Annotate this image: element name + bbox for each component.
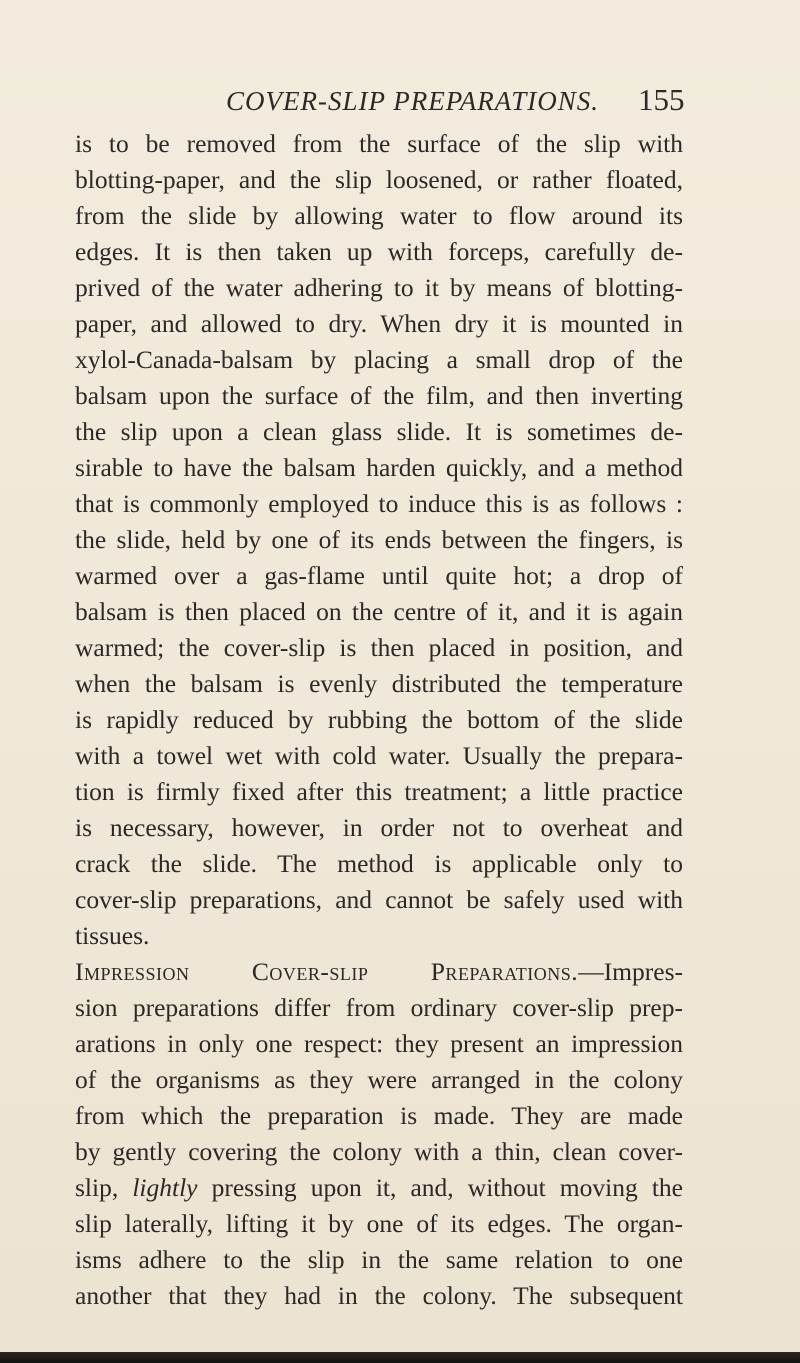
text-line: from which the preparation is made. They are made bbox=[75, 1101, 683, 1130]
text-line: with a towel wet with cold water. Usually the prepara- bbox=[75, 741, 683, 770]
section-heading: Impression Cover-slip Preparations. bbox=[75, 957, 579, 986]
paragraph-impression-preparations bbox=[75, 954, 683, 1314]
text-line bbox=[75, 954, 683, 990]
text-line: tion is firmly fixed after this treatment; a little practice bbox=[75, 777, 683, 806]
text-line: sion preparations differ from ordinary cover-slip prep- bbox=[75, 993, 683, 1022]
page-number: 155 bbox=[638, 82, 685, 117]
text-line: balsam is then placed on the centre of it, and it is again bbox=[75, 597, 683, 626]
body-text bbox=[75, 126, 683, 1314]
text-line: that is commonly employed to induce this is as follows : bbox=[75, 489, 683, 518]
text-line: sirable to have the balsam harden quickly, and a method bbox=[75, 453, 683, 482]
text-line: is necessary, however, in order not to overheat and bbox=[75, 813, 683, 842]
text-line: blotting-paper, and the slip loosened, or rather floated, bbox=[75, 165, 683, 194]
text-line: arations in only one respect: they present an impression bbox=[75, 1029, 683, 1058]
text-line: paper, and allowed to dry. When dry it is mounted in bbox=[75, 309, 683, 338]
text-line: xylol-Canada-balsam by placing a small drop of the bbox=[75, 345, 683, 374]
text-line: slip laterally, lifting it by one of its edges. The organ- bbox=[75, 1209, 683, 1238]
text-line: balsam upon the surface of the film, and then inverting bbox=[75, 381, 683, 410]
text-line: the slip upon a clean glass slide. It is sometimes de- bbox=[75, 417, 683, 446]
text-line: warmed over a gas-flame until quite hot; a drop of bbox=[75, 561, 683, 590]
text-line: of the organisms as they were arranged in the colony bbox=[75, 1065, 683, 1094]
text-line: the slide, held by one of its ends between the fingers, is bbox=[75, 525, 683, 554]
text-line: is to be removed from the surface of the slip with bbox=[75, 129, 683, 158]
text-line: warmed; the cover-slip is then placed in position, and bbox=[75, 633, 683, 662]
text-line bbox=[75, 1170, 683, 1206]
text-line: crack the slide. The method is applicable only to bbox=[75, 849, 683, 878]
text-line: tissues. bbox=[75, 921, 150, 950]
bottom-edge-band bbox=[0, 1352, 800, 1363]
running-title: COVER-SLIP PREPARATIONS. bbox=[226, 86, 599, 116]
heading-continuation: —Impres- bbox=[578, 957, 683, 986]
text-line: from the slide by allowing water to flow around its bbox=[75, 201, 683, 230]
text-line: edges. It is then taken up with forceps, carefully de- bbox=[75, 237, 683, 266]
text-line: is rapidly reduced by rubbing the bottom of the slide bbox=[75, 705, 683, 734]
text-line: when the balsam is evenly distributed the temperature bbox=[75, 669, 683, 698]
emphasis-lightly: lightly bbox=[132, 1173, 198, 1202]
text-line: by gently covering the colony with a thin, clean cover- bbox=[75, 1137, 683, 1166]
text-line: cover-slip preparations, and cannot be safely used with bbox=[75, 885, 683, 914]
text-line: another that they had in the colony. The subsequent bbox=[75, 1281, 683, 1310]
text-line: prived of the water adhering to it by means of blotting- bbox=[75, 273, 683, 302]
text-line: isms adhere to the slip in the same relation to one bbox=[75, 1245, 683, 1274]
running-head bbox=[0, 82, 800, 126]
text-fragment: pressing upon it, and, without moving the bbox=[197, 1173, 683, 1202]
text-fragment: slip, bbox=[75, 1173, 133, 1202]
paragraph-cover-slip-mounting bbox=[75, 126, 683, 954]
